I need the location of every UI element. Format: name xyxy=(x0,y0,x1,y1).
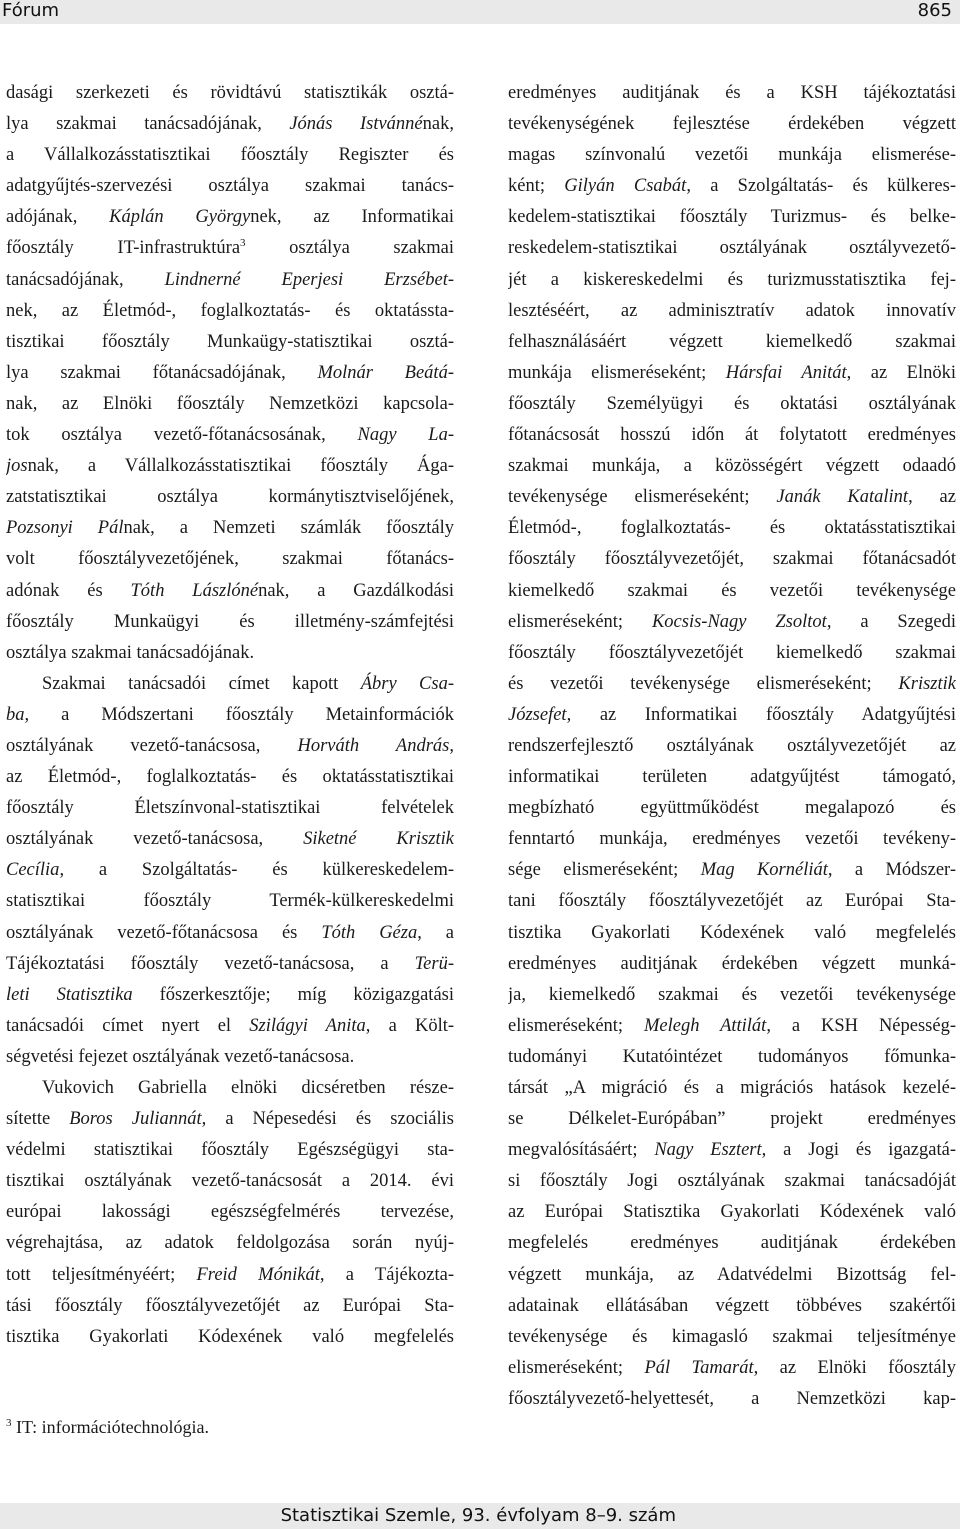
person-name: Molnár Beátá xyxy=(317,362,448,383)
text-line: főtanácsosát hosszú időn át folytatott eredményes xyxy=(508,425,956,446)
text-line: statisztikai főosztály Termék-külkereskedelmi xyxy=(6,891,454,912)
text-line: főosztály főosztályvezetőjét kiemelkedő szakmai xyxy=(508,642,956,663)
text-line: Szakmai tanácsadói címet kapott Ábry Csa- xyxy=(42,673,454,694)
text-line: lesztéséért, az adminisztratív adatok innovatív xyxy=(508,300,956,321)
text-line: osztályának vezető-tanácsosa, Horváth András, xyxy=(6,735,454,756)
text-line: főosztályvezető-helyettesét, a Nemzetközi kap- xyxy=(508,1388,956,1409)
text-line: osztályának vezető-tanácsosa, Siketné Krisztik xyxy=(6,829,454,850)
footnote-text: IT: információtechnológia. xyxy=(16,1417,210,1437)
text-line: európai lakossági egészségfelmérés tervezése, xyxy=(6,1202,454,1223)
text-line: tanácsadói címet nyert el Szilágyi Anita, a Költ- xyxy=(6,1015,454,1036)
text-line: tok osztálya vezető-főtanácsosának, Nagy La- xyxy=(6,425,454,446)
text-line: munkája elismeréseként; Hársfai Anitát, az Elnöki xyxy=(508,362,956,383)
text-line: ségvetési fejezet osztályának vezető-tanácsosa. xyxy=(6,1046,355,1067)
text-line: tani főosztály főosztályvezetőjét az Európai Sta- xyxy=(508,891,956,912)
person-name: Szilágyi Anita xyxy=(249,1015,366,1036)
text-line: sítette Boros Juliannát, a Népesedési és szociális xyxy=(6,1109,454,1130)
text-line: az Európai Statisztika Gyakorlati Kódexének való xyxy=(508,1202,956,1223)
text-line: jét a kiskereskedelmi és turizmusstatisztika fej- xyxy=(508,269,956,290)
text-line: főosztály Munkaügyi és illetmény-számfejtési xyxy=(6,611,454,632)
text-line: Cecília, a Szolgáltatás- és külkereskedelem- xyxy=(6,860,454,881)
text-line: tevékenysége elismeréseként; Janák Katalint, az xyxy=(508,487,956,508)
person-name: Tóth Lászlóné xyxy=(130,580,259,601)
text-line: adónak és Tóth Lászlónénak, a Gazdálkodási xyxy=(6,580,454,601)
text-line: Tájékoztatási főosztály vezető-tanácsosa, a Terü- xyxy=(6,953,454,974)
text-line: josnak, a Vállalkozásstatisztikai főosztály Ága- xyxy=(6,456,454,477)
journal-title: Statisztikai Szemle, 93. évfolyam 8–9. szám xyxy=(280,1505,676,1526)
text-line: Józsefet, az Informatikai főosztály Adatgyűjtési xyxy=(508,704,956,725)
text-line: tisztika Gyakorlati Kódexének való megfelelés xyxy=(508,922,956,943)
text-line: adójának, Káplán Györgynek, az Informatikai xyxy=(6,207,454,228)
text-line: megfelelés eredményes auditjának érdekében xyxy=(508,1233,956,1254)
text-line: felhasználásáért végzett kiemelkedő szakmai xyxy=(508,331,956,352)
text-line: leti Statisztika főszerkesztője; míg közigazgatási xyxy=(6,984,454,1005)
person-name: Józsefet xyxy=(508,704,567,725)
text-line: adatainak ellátásában végzett többéves szakértői xyxy=(508,1295,956,1316)
person-name: Jónás Istvánné xyxy=(289,114,423,135)
footnote-number: 3 xyxy=(6,1417,12,1429)
person-name: Terü xyxy=(414,953,448,974)
text-line: si főosztály Jogi osztályának szakmai tanácsadóját xyxy=(508,1171,956,1192)
text-line: végzett munkája, az Adatvédelmi Bizottság fel- xyxy=(508,1264,956,1285)
text-line: tisztikai osztályának vezető-tanácsosát a 2014. évi xyxy=(6,1171,454,1192)
text-line: fenntartó munkája, eredményes vezetői tevékeny- xyxy=(508,829,956,850)
text-line: sége elismeréseként; Mag Kornéliát, a Módszer- xyxy=(508,860,956,881)
footnote-ref: 3 xyxy=(240,237,246,250)
footnote xyxy=(6,1413,454,1441)
person-name: Lindnerné Eperjesi Erzsébet xyxy=(164,269,448,290)
text-line: lya szakmai tanácsadójának, Jónás Istvánnénak, xyxy=(6,114,454,135)
text-line: főosztály Életszínvonal-statisztikai felvételek xyxy=(6,798,454,819)
text-line: lya szakmai főtanácsadójának, Molnár Beátá- xyxy=(6,362,454,383)
text-line: végrehajtása, az adatok feldolgozása során nyúj- xyxy=(6,1233,454,1254)
text-line: nak, az Elnöki főosztály Nemzetközi kapcsola- xyxy=(6,393,454,414)
text-line: elismeréseként; Melegh Attilát, a KSH Népesség- xyxy=(508,1015,956,1036)
person-name: Krisztik xyxy=(898,673,956,694)
right-column xyxy=(508,78,956,1415)
running-header xyxy=(0,0,960,24)
text-line: a Vállalkozásstatisztikai főosztály Regiszter és xyxy=(6,145,454,166)
text-line: kiemelkedő szakmai és vezetői tevékenysége xyxy=(508,580,956,601)
text-line: megbízható együttműködést megalapozó és xyxy=(508,798,956,819)
text-line: ként; Gilyán Csabát, a Szolgáltatás- és külkeres- xyxy=(508,176,956,197)
text-line: tisztikai főosztály Munkaügy-statisztikai osztá- xyxy=(6,331,454,352)
text-line: elismeréseként; Kocsis-Nagy Zsoltot, a Szegedi xyxy=(508,611,956,632)
text-line: zatstatisztikai osztálya kormánytisztviselőjének, xyxy=(6,487,454,508)
person-name: leti Statisztika xyxy=(6,984,133,1005)
person-name: jos xyxy=(6,456,28,477)
person-name: Melegh Attilát xyxy=(644,1015,767,1036)
text-line: eredményes auditjának érdekében végzett munká- xyxy=(508,953,956,974)
text-line: magas színvonalú vezetői munkája elismerése- xyxy=(508,145,956,166)
text-line: elismeréseként; Pál Tamarát, az Elnöki főosztály xyxy=(508,1357,956,1378)
text-line: informatikai területen adatgyűjtést támogató, xyxy=(508,767,956,788)
text-line: szakmai munkája, a közösségért végzett odaadó xyxy=(508,456,956,477)
text-line: se Délkelet-Európában” projekt eredményes xyxy=(508,1109,956,1130)
person-name: Hársfai Anitát xyxy=(725,362,847,383)
person-name: ba xyxy=(6,704,25,725)
person-name: Nagy Esztert xyxy=(654,1140,762,1161)
text-line: védelmi statisztikai főosztály Egészségügyi sta- xyxy=(6,1140,454,1161)
person-name: Gilyán Csabát xyxy=(564,176,687,197)
text-line: dasági szerkezeti és rövidtávú statisztikák osztá- xyxy=(6,83,454,103)
person-name: Kocsis-Nagy Zsoltot xyxy=(651,611,827,632)
person-name: Siketné Krisztik xyxy=(303,829,454,850)
person-name: Boros Juliannát xyxy=(69,1109,202,1130)
text-line: volt főosztályvezetőjének, szakmai főtanács- xyxy=(6,549,454,570)
text-line: nek, az Életmód-, foglalkoztatás- és oktatássta- xyxy=(6,300,454,321)
text-line: tisztika Gyakorlati Kódexének való megfelelés xyxy=(6,1326,454,1347)
text-line: Vukovich Gabriella elnöki dicséretben része- xyxy=(42,1078,454,1098)
left-column xyxy=(6,78,454,1353)
text-line: osztálya szakmai tanácsadójának. xyxy=(6,642,255,663)
text-line: kedelem-statisztikai főosztály Turizmus- és belke- xyxy=(508,207,956,228)
text-line: Életmód-, foglalkoztatás- és oktatásstatisztikai xyxy=(508,518,956,539)
person-name: Nagy La xyxy=(357,425,448,446)
text-line: főosztály főosztályvezetőjét, szakmai főtanácsadót xyxy=(508,549,956,570)
text-line: tott teljesítményéért; Freid Mónikát, a Tájékozta- xyxy=(6,1264,454,1285)
text-line: főosztály Személyügyi és oktatási osztályának xyxy=(508,393,956,414)
person-name: Freid Mónikát xyxy=(196,1264,320,1285)
text-line: főosztály IT-infrastruktúra$^3$ osztálya szakmai xyxy=(6,237,454,259)
text-line: rendszerfejlesztő osztályának osztályvezetőjét az xyxy=(508,735,956,756)
person-name: Káplán György xyxy=(109,207,251,228)
text-line: tanácsadójának, Lindnerné Eperjesi Erzsébet- xyxy=(6,269,454,290)
person-name: Cecília xyxy=(6,860,60,881)
person-name: Ábry Csa xyxy=(360,673,448,694)
person-name: Pál Tamarát xyxy=(644,1357,754,1378)
text-line: tevékenységének fejlesztése érdekében végzett xyxy=(508,114,956,135)
text-line: társát „A migráció és a migrációs hatások kezelé- xyxy=(508,1078,956,1098)
text-line: Pozsonyi Pálnak, a Nemzeti számlák főosztály xyxy=(6,518,454,539)
person-name: Tóth Géza xyxy=(321,922,418,943)
text-line: az Életmód-, foglalkoztatás- és oktatásstatisztikai xyxy=(6,767,454,788)
text-line: ba, a Módszertani főosztály Metainformációk xyxy=(6,704,454,725)
text-line: megvalósításáért; Nagy Esztert, a Jogi és igazgatá- xyxy=(508,1140,956,1161)
running-footer xyxy=(0,1503,960,1529)
text-line: reskedelem-statisztikai osztályának osztályvezető- xyxy=(508,238,956,259)
text-line: tevékenysége és kimagasló szakmai teljesítménye xyxy=(508,1326,956,1347)
person-name: Janák Katalint xyxy=(776,487,909,508)
person-name: Horváth András xyxy=(297,735,450,756)
text-line: eredményes auditjának és a KSH tájékoztatási xyxy=(508,83,956,103)
text-line: és vezetői tevékenysége elismeréseként; Krisztik xyxy=(508,673,956,694)
text-line: tudományi Kutatóintézet tudományos főmunka- xyxy=(508,1046,956,1067)
person-name: Mag Kornéliát xyxy=(700,860,828,881)
text-line: ja, kiemelkedő szakmai és vezetői tevékenysége xyxy=(508,984,956,1005)
page-number: 865 xyxy=(917,0,952,21)
text-line: adatgyűjtés-szervezési osztálya szakmai tanács- xyxy=(6,176,454,197)
text-line: tási főosztály főosztályvezetőjét az Európai Sta- xyxy=(6,1295,454,1316)
person-name: Pozsonyi Pál xyxy=(6,518,124,539)
text-line: osztályának vezető-főtanácsosa és Tóth Géza, a xyxy=(6,922,454,943)
section-title: Fórum xyxy=(2,0,60,21)
